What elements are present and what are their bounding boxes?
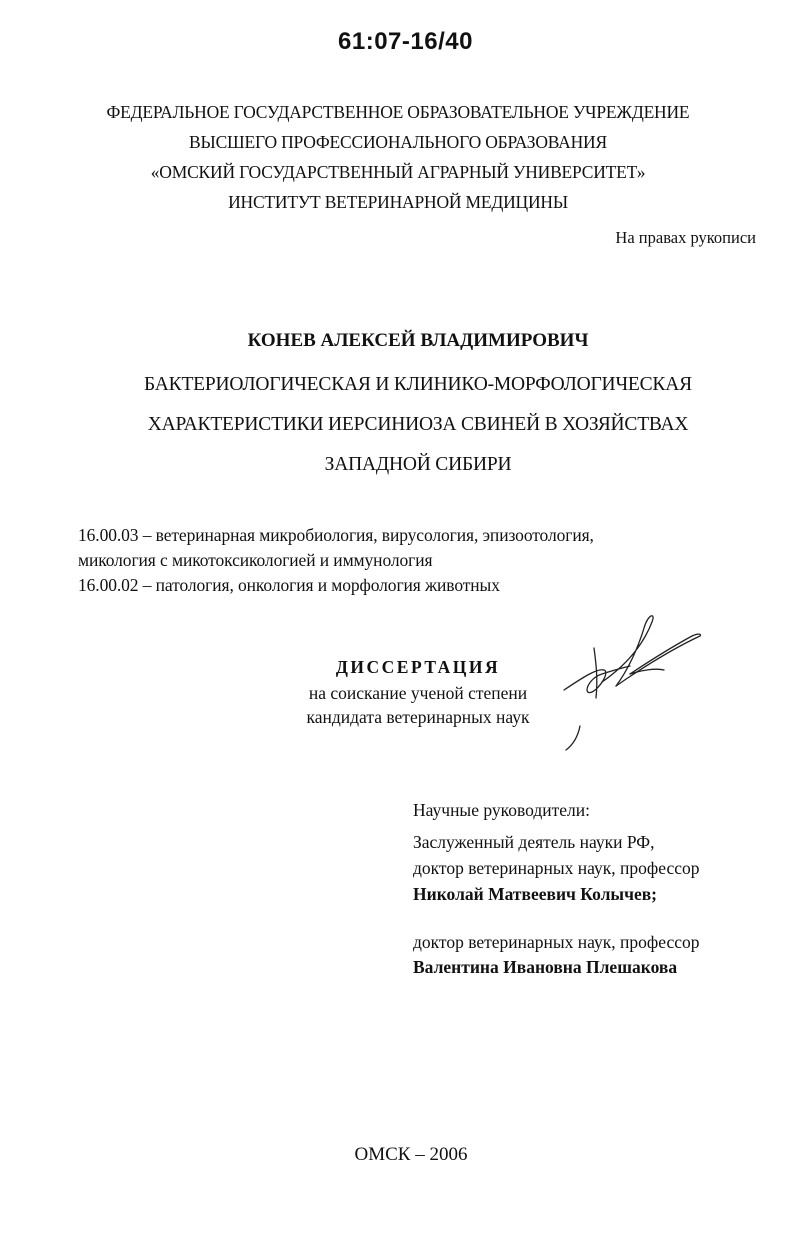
institution-line-3: «ОМСКИЙ ГОСУДАРСТВЕННЫЙ АГРАРНЫЙ УНИВЕРСИТЕТ» <box>150 162 646 182</box>
supervisor-1-title-2: доктор ветеринарных наук, профессор <box>413 858 700 878</box>
thesis-heading: ДИССЕРТАЦИЯ <box>335 657 501 677</box>
supervisor-1-name: Николай Матвеевич Колычев; <box>413 884 658 904</box>
title-line-2: ХАРАКТЕРИСТИКИ ИЕРСИНИОЗА СВИНЕЙ В ХОЗЯЙСТВАХ <box>147 414 689 435</box>
signature-image <box>552 608 712 758</box>
title-line-3: ЗАПАДНОЙ СИБИРИ <box>324 454 512 475</box>
specialty-line-3: 16.00.02 – патология, онкология и морфология животных <box>78 575 500 595</box>
specialty-line-2: микология с микотоксикологией и иммунология <box>78 550 433 570</box>
supervisors-heading: Научные руководители: <box>413 800 590 820</box>
specialty-line-1: 16.00.03 – ветеринарная микробиология, вирусология, эпизоотология, <box>78 525 594 545</box>
institution-line-2: ВЫСШЕГО ПРОФЕССИОНАЛЬНОГО ОБРАЗОВАНИЯ <box>189 132 607 152</box>
institution-line-1: ФЕДЕРАЛЬНОЕ ГОСУДАРСТВЕННОЕ ОБРАЗОВАТЕЛЬНОЕ УЧРЕЖДЕНИЕ <box>106 102 690 122</box>
institution-line-4: ИНСТИТУТ ВЕТЕРИНАРНОЙ МЕДИЦИНЫ <box>228 192 568 212</box>
title-line-1: БАКТЕРИОЛОГИЧЕСКАЯ И КЛИНИКО-МОРФОЛОГИЧЕСКАЯ <box>144 374 692 395</box>
supervisor-2-title: доктор ветеринарных наук, профессор <box>413 932 700 952</box>
degree-line-1: на соискание ученой степени <box>308 683 528 703</box>
shelf-mark: 61:07-16/40 <box>338 28 473 55</box>
degree-line-2: кандидата ветеринарных наук <box>306 707 530 727</box>
supervisor-1-title-1: Заслуженный деятель науки РФ, <box>413 832 655 852</box>
author-name: КОНЕВ АЛЕКСЕЙ ВЛАДИМИРОВИЧ <box>247 330 589 351</box>
city-and-year: ОМСК – 2006 <box>354 1144 468 1165</box>
manuscript-rights-note: На правах рукописи <box>615 228 756 247</box>
supervisor-2-name: Валентина Ивановна Плешакова <box>413 957 678 977</box>
